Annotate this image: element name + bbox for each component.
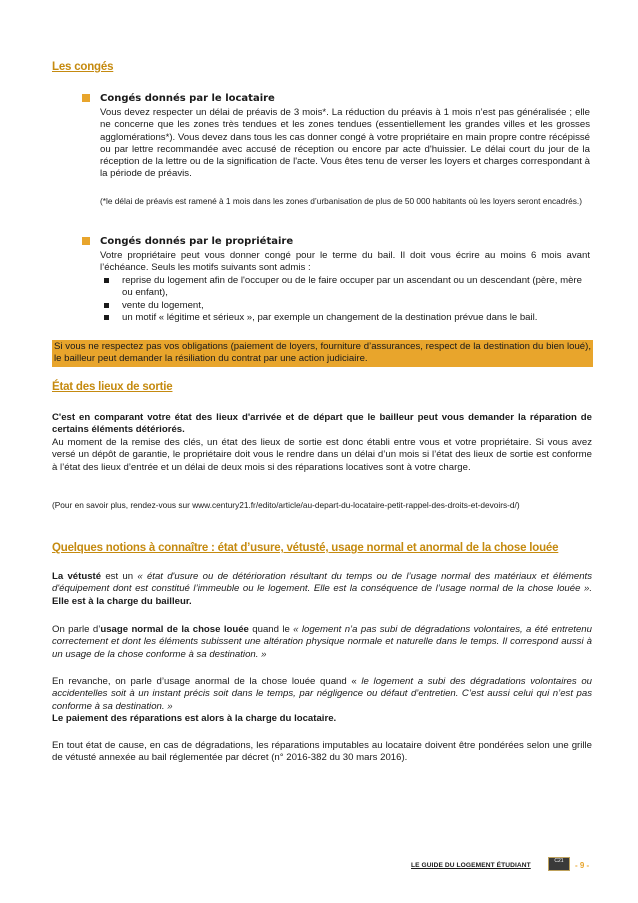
paragraph-usage-normal [52,624,592,661]
bullet-icon [104,303,109,308]
paragraph-proprietaire: Votre propriétaire peut vous donner congé pour le terme du bail. Il doit vous écrire au moins 6 mois avant l’échéance. Seuls les motifs suivants sont admis : [100,250,590,274]
century21-logo [548,857,570,871]
etat-paragraph: Au moment de la remise des clés, un état des lieux de sortie est donc établi entre vous et votre propriétaire. Si vous avez versé un dépôt de garantie, le propriétaire doit vous le rendre dans un délai d’un mois si l’état des lieux de sortie est conforme à l’état des lieux d’entrée et un délai de deux mois si des réparations locatives sont à votre charge. [52,437,592,473]
bullet-icon [104,278,109,283]
term-usage-normal: usage normal de la chose louée [100,624,249,635]
section-title-conges: Les congés [52,61,114,73]
quote-vetuste: « état d'usure ou de détérioration résultant du temps ou de l’usage normal des matériaux et éléments d'équipement dont est constitué l’immeuble ou le logement. Elle est la conséquence de l’usage normal de la chose louée ». [52,571,592,595]
charge-bailleur: Elle est à la charge du bailleur. [52,595,192,607]
etat-intro: C'est en comparant votre état des lieux d'arrivée et de départ que le bailleur peut vous demander la réparation de certains éléments détériorés. [52,412,592,436]
section-title-notions: Quelques notions à connaître : état d’usure, vétusté, usage normal et anormal de la chose louée [52,542,559,554]
bullet-icon [104,315,109,320]
list-item [104,275,590,300]
list-item-text: un motif « légitime et sérieux », par exemple un changement de la destination prévue dans le bail. [122,311,538,323]
list-item [104,312,590,324]
etat-note: (Pour en savoir plus, rendez-vous sur www.century21.fr/edito/article/au-depart-du-locataire-petit-rappel-des-droits-et-devoirs-d/) [52,500,520,510]
footer-guide-title: LE GUIDE DU LOGEMENT ÉTUDIANT [411,862,531,869]
quote-usage-anormal: le logement a subi des dégradations volontaires ou accidentelles soit à un instant précis soit dans le temps, par négligence ou défaut d’entretien. C’est aussi celui qui n’est pas conforme à sa destination. » [52,676,592,712]
paragraph-vetuste [52,571,592,608]
text-fragment: est un [101,571,138,582]
subheading-locataire [82,93,275,104]
subheading-locataire-text: Congés donnés par le locataire [100,93,275,104]
logo-text: C21 [554,858,564,864]
page-number: - 9 - [575,861,590,870]
list-item [104,300,590,312]
square-bullet-icon [82,94,90,102]
text-fragment: quand le [248,624,294,635]
charge-locataire: Le paiement des réparations est alors à la charge du locataire. [52,712,337,724]
term-vetuste: La vétusté [52,571,102,582]
list-item-text: vente du logement, [122,299,204,311]
section-title-etat: État des lieux de sortie [52,381,173,393]
paragraph-locataire: Vous devez respecter un délai de préavis de 3 mois*. La réduction du préavis à 1 mois n’est pas généralisée ; elle ne concerne que les zones très tendues et les zones tendues (essentiellement les grandes villes et les grosses agglomérations*). Vous devez dans tous les cas donner congé à votre propriétaire en main propre contre récépissé ou par lettre recommandée avec accusé de réception ou encore par acte d'huissier. Le délai court du jour de la réception de la lettre ou de la signification de l'acte. Vous êtes tenu de verser les loyers et charges correspondant à la période de préavis. [100,107,590,180]
subheading-proprietaire [82,236,293,247]
text-fragment: En revanche, on parle d’usage anormal de la chose louée quand « [52,676,362,687]
text-fragment: On parle d’ [52,624,101,635]
square-bullet-icon [82,237,90,245]
list-item-text: reprise du logement afin de l'occuper ou de le faire occuper par un ascendant ou un descendant (père, mère ou enfant), [122,275,582,299]
paragraph-usage-anormal [52,676,592,725]
quote-usage-normal: « logement n’a pas subi de dégradations volontaires, a été entretenu correctement et dont les éléments subissent une altération physique normale et naturelle dans le temps. Il correspond aussi à un usage de la chose conforme à sa destination. » [52,624,592,660]
note-preavis: (*le délai de préavis est ramené à 1 mois dans les zones d’urbanisation de plus de 50 000 habitants où les loyers seront encadrés.) [100,196,582,206]
paragraph-ponderation: En tout état de cause, en cas de dégradations, les réparations imputables au locataire doivent être pondérées selon une grille de vétusté annexée au bail réglementée par décret (n° 2016-382 du 30 mars 2016). [52,740,592,764]
motifs-list [104,275,590,324]
subheading-proprietaire-text: Congés donnés par le propriétaire [100,236,294,247]
highlight-box: Si vous ne respectez pas vos obligations (paiement de loyers, fourniture d’assurances, respect de la destination du bien loué), le bailleur peut demander la résiliation du contrat par une action judiciaire. [52,340,593,367]
